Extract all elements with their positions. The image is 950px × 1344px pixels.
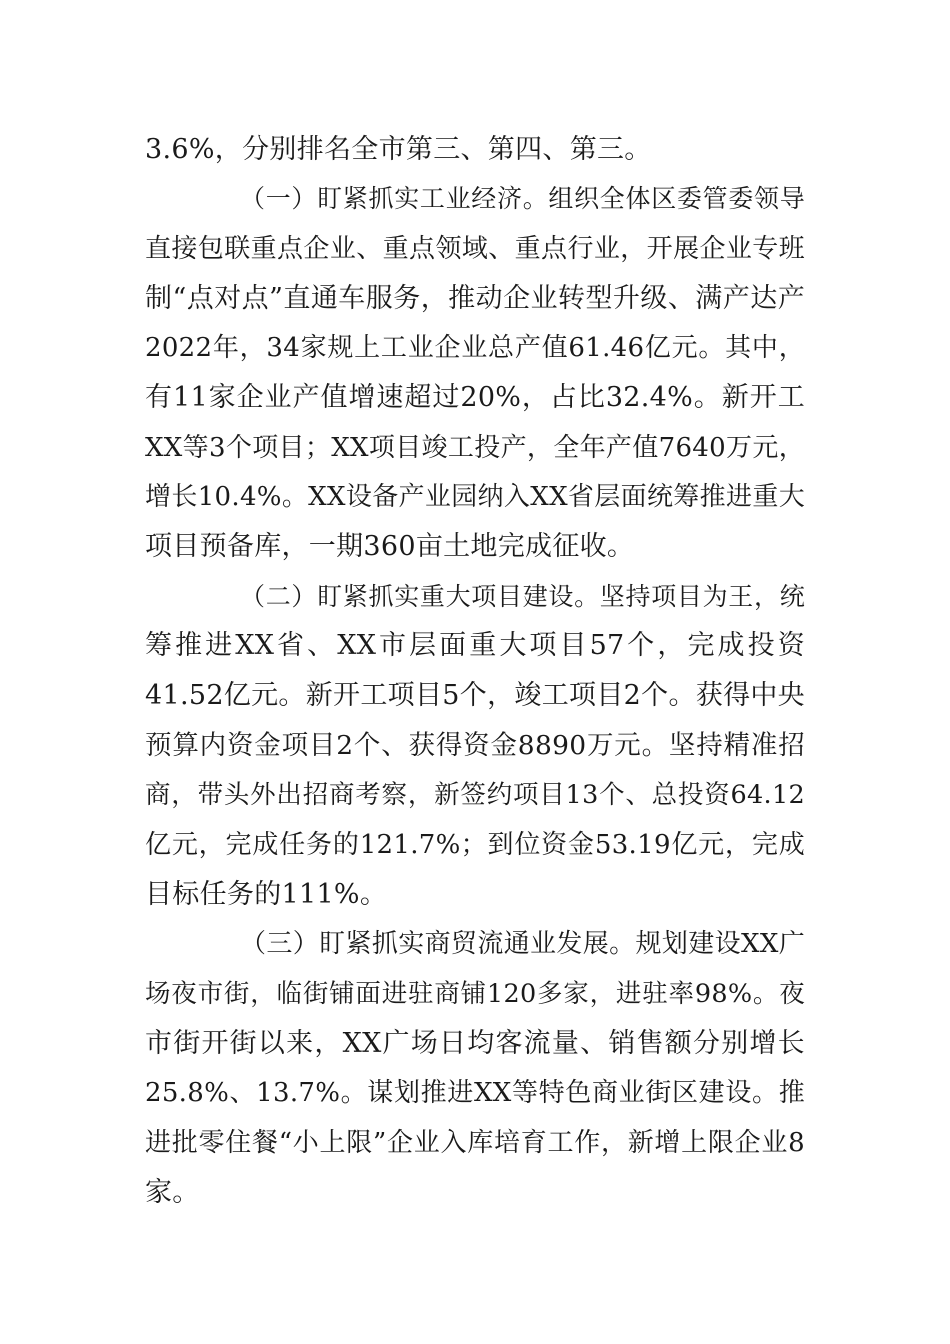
text-line: 2022年，34家规上工业企业总产值61.46亿元。其中， — [145, 333, 805, 363]
text-line: 3.6%，分别排名全市第三、第四、第三。 — [145, 134, 652, 165]
text-line: 家。 — [145, 1177, 200, 1208]
section-heading-industry: （一）盯紧抓实工业经济。组织全体区委管委领导 — [240, 184, 805, 213]
text-line: 进批零住餐“小上限”企业入库培育工作，新增上限企业8 — [145, 1128, 805, 1158]
text-line: 有11家企业产值增速超过20%，占比32.4%。新开工 — [145, 382, 805, 413]
section-heading-commerce: （三）盯紧抓实商贸流通业发展。规划建设XX广 — [240, 929, 805, 959]
text-line: 目标任务的111%。 — [145, 879, 388, 910]
text-line: 项目预备库，一期360亩土地完成征收。 — [145, 531, 635, 562]
text-line: 筹推进XX省、XX市层面重大项目57个，完成投资 — [145, 630, 805, 661]
text-line: 预算内资金项目2个、获得资金8890万元。坚持精准招 — [145, 730, 805, 761]
text-line: 亿元，完成任务的121.7%；到位资金53.19亿元，完成 — [145, 830, 805, 860]
text-line: 41.52亿元。新开工项目5个，竣工项目2个。获得中央 — [145, 680, 805, 711]
text-line: 市街开街以来，XX广场日均客流量、销售额分别增长 — [145, 1028, 805, 1059]
text-line: 增长10.4%。XX设备产业园纳入XX省层面统筹推进重大 — [145, 482, 805, 512]
text-line: 直接包联重点企业、重点领域、重点行业，开展企业专班 — [145, 234, 805, 264]
text-line: 25.8%、13.7%。谋划推进XX等特色商业街区建设。推 — [145, 1078, 805, 1108]
text-line: 制“点对点”直通车服务，推动企业转型升级、满产达产 — [145, 283, 805, 314]
text-line: 场夜市街，临街铺面进驻商铺120多家，进驻率98%。夜 — [145, 979, 805, 1009]
section-heading-projects: （二）盯紧抓实重大项目建设。坚持项目为王，统 — [240, 582, 805, 611]
text-line: 商，带头外出招商考察，新签约项目13个、总投资64.12 — [145, 780, 805, 810]
text-line: XX等3个项目；XX项目竣工投产，全年产值7640万元， — [145, 433, 805, 463]
